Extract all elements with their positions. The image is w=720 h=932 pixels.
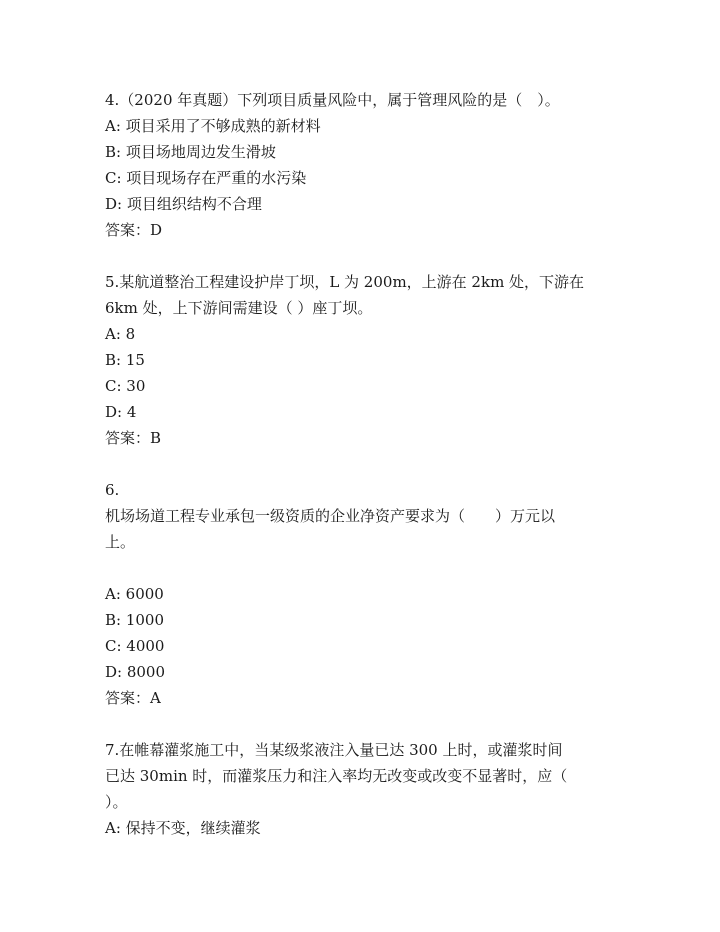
question-stem-continued: 上。 (105, 533, 136, 551)
question-stem-continued: 6km 处，上下游间需建设（ ）座丁坝。 (105, 299, 373, 317)
question-stem-continued: 已达 30min 时，而灌浆压力和注入率均无改变或改变不显著时，应（ (105, 767, 568, 785)
option-d: D: 8000 (105, 663, 166, 681)
answer: 答案：B (105, 429, 162, 447)
question-stem: 机场场道工程专业承包一级资质的企业净资产要求为（ ）万元以 (105, 507, 556, 525)
option-b: B: 15 (105, 351, 145, 369)
question-stem: 4.（2020 年真题）下列项目质量风险中，属于管理风险的是（ ）。 (105, 91, 560, 109)
option-d: D: 4 (105, 403, 137, 421)
option-d: D: 项目组织结构不合理 (105, 195, 262, 213)
option-c: C: 4000 (105, 637, 165, 655)
option-c: C: 30 (105, 377, 146, 395)
option-a: A: 保持不变，继续灌浆 (105, 819, 261, 837)
option-a: A: 8 (105, 325, 136, 343)
answer: 答案：D (105, 221, 163, 239)
option-b: B: 1000 (105, 611, 165, 629)
question-stem: 7.在帷幕灌浆施工中，当某级浆液注入量已达 300 上时，或灌浆时间 (105, 741, 563, 759)
question-stem-continued: ）。 (105, 793, 128, 811)
option-a: A: 6000 (105, 585, 164, 603)
question-stem: 5.某航道整治工程建设护岸丁坝，L 为 200m，上游在 2km 处，下游在 (105, 273, 585, 291)
option-b: B: 项目场地周边发生滑坡 (105, 143, 276, 161)
option-c: C: 项目现场存在严重的水污染 (105, 169, 307, 187)
answer: 答案：A (105, 689, 161, 707)
question-number: 6. (105, 481, 120, 499)
option-a: A: 项目采用了不够成熟的新材料 (105, 117, 321, 135)
